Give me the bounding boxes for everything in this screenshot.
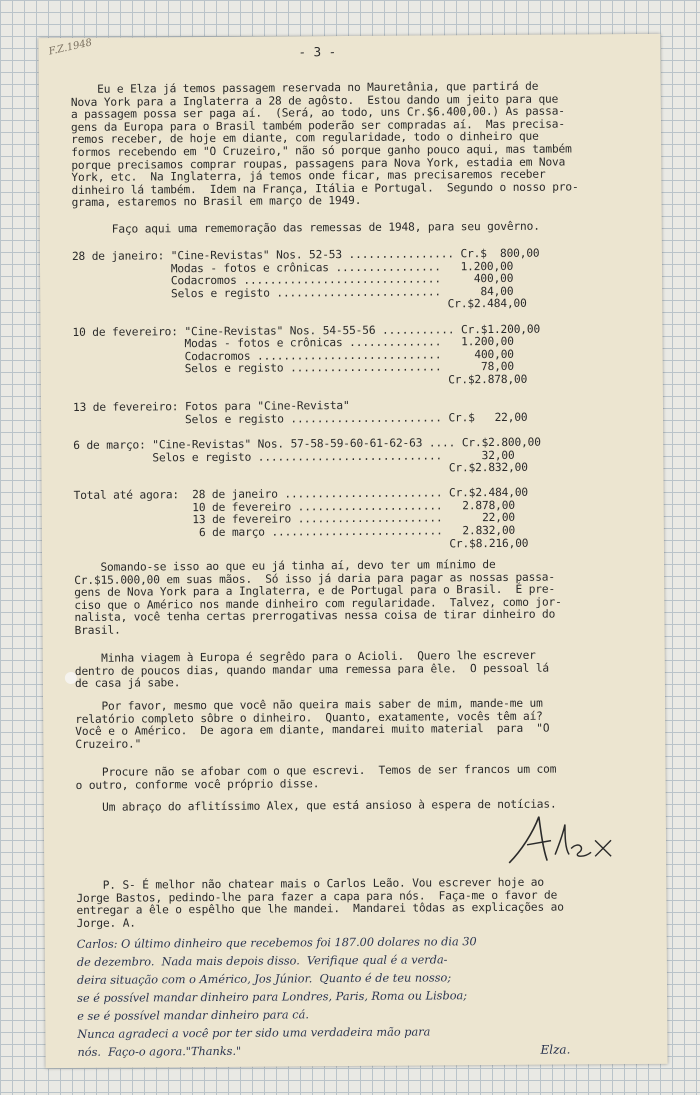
alex-signature: [499, 810, 619, 871]
paragraph-remittances-intro: Faço aqui uma rememoração das remessas de 1948, para seu govêrno.: [111, 219, 540, 236]
paragraph-summary: Somando-se isso ao que eu já tinha aí, devo ter um mínimo de Cr.$15.000,00 em suas mãos. Só isso já daria para pagar as nossas passa- gens de Nova York para a Inglaterra, e de Portugal para o Brasil. É pre- ciso que o Américo nos mande dinheiro com regularidade. Talvez, como jor- nalista, você tenha certas prerrogativas nessa coisa de tirar dinheiro do Brasil.: [74, 558, 562, 637]
letter-page: [38, 34, 667, 1068]
page-number: - 3 -: [298, 44, 337, 60]
handwritten-note: Carlos: O último dinheiro que recebemos foi 187.00 dolares no dia 30 de dezembro. Nada mais depois disso. Verifique qual é a verda- deira situação com o Américo, Jos Júnior. Quanto é de teu nosso; se é possível mandar dinheiro para Londres, Paris, Roma ou Lisboa; e se é possível mandar dinheiro para cá. Nunca agradeci a você por ter sido uma verdadeira mão para nós. Faço-o agora."Thanks.": [76, 935, 477, 1059]
remittance-ledger: 28 de janeiro: "Cine-Revistas" Nos. 52-53 ................ Cr.$ 800,00 Modas - fotos e crônicas ................ 1.200,00 Codacromos .............................. 400,00 Selos e registo ......................... 84,00 Cr.$2.484,00 10 de fevereiro: "Cine-Revistas" Nos. 54-55-56 ........... Cr.$1.200,00 Modas - fotos e crônicas .............. 1.200,00 Codacromos ............................ 400,00 Selos e registo ....................... 78,00 Cr.$2.878,00 13 de fevereiro: Fotos para "Cine-Revista" Selos e registo ....................... Cr.$ 22,00 6 de março: "Cine-Revistas" Nos. 57-58-59-60-61-62-63 .... Cr.$2.800,00 Selos e registo ............................ 32,00 Cr.$2.832,00 Total até agora: 28 de janeiro ........................ Cr.$2.484,00 10 de fevereiro ...................... 2.878,00 13 de fevereiro ...................... 22,00 6 de março .......................... 2.832,00 Cr.$8.216,00: [71, 246, 541, 553]
corner-note: F.Z.1948: [47, 37, 94, 58]
paragraph-reassurance: Procure não se afobar com o que escrevi. Temos de ser francos um com o outro, conforme você próprio disse.: [75, 762, 557, 792]
paragraph-secret-trip: Minha viagem à Europa é segrêdo para o Acioli. Quero lhe escrever dentro de poucos dias, quando mandar uma remessa para êle. O pessoal lá de casa já sabe.: [74, 648, 550, 691]
handwritten-signature: Elza.: [540, 1042, 571, 1057]
paragraph-report-request: Por favor, mesmo que você não queira mais saber de mim, mande-me um relatório completo sôbre o dinheiro. Quanto, exatamente, vocês têm aí? Você e o Américo. De agora em diante, mandarei muito material para "O Cruzeiro.": [75, 696, 550, 751]
paragraph-closing: Um abraço do aflitíssimo Alex, que está ansioso à espera de notícias.: [75, 797, 557, 814]
paragraph-travel-plans: Eu e Elza já temos passagem reservada no Mauretânia, que partirá de Nova York para a Inglaterra a 28 de agôsto. Estou dando um jeito para que a passagem possa ser paga aí. (Será, ao todo, uns Cr.$6.400,00.) As passa- gens da Europa para o Brasil também poderão ser compradas aí. Mas precisa- remos receber, de hoje em diante, com regularidade, todo o dinheiro que formos recebendo em "O Cruzeiro," não só porque ganho pouco aqui, mas também porque precisamos comprar roupas, passagens para Nova York, estadia em Nova York, etc. Na Inglaterra, já temos onde ficar, mas precisaremos receber dinheiro lá também. Idem na França, Itália e Portugal. Segundo o nosso pro- grama, estaremos no Brasil em março de 1949.: [70, 79, 579, 210]
postscript: P. S- É melhor não chatear mais o Carlos Leão. Vou escrever hoje ao Jorge Bastos, pedindo-lhe para fazer a capa para nós. Faça-me o favor de entregar a êle o espêlho que lhe mandei. Mandarei tôdas as explicações ao Jorge. A.: [76, 875, 564, 930]
